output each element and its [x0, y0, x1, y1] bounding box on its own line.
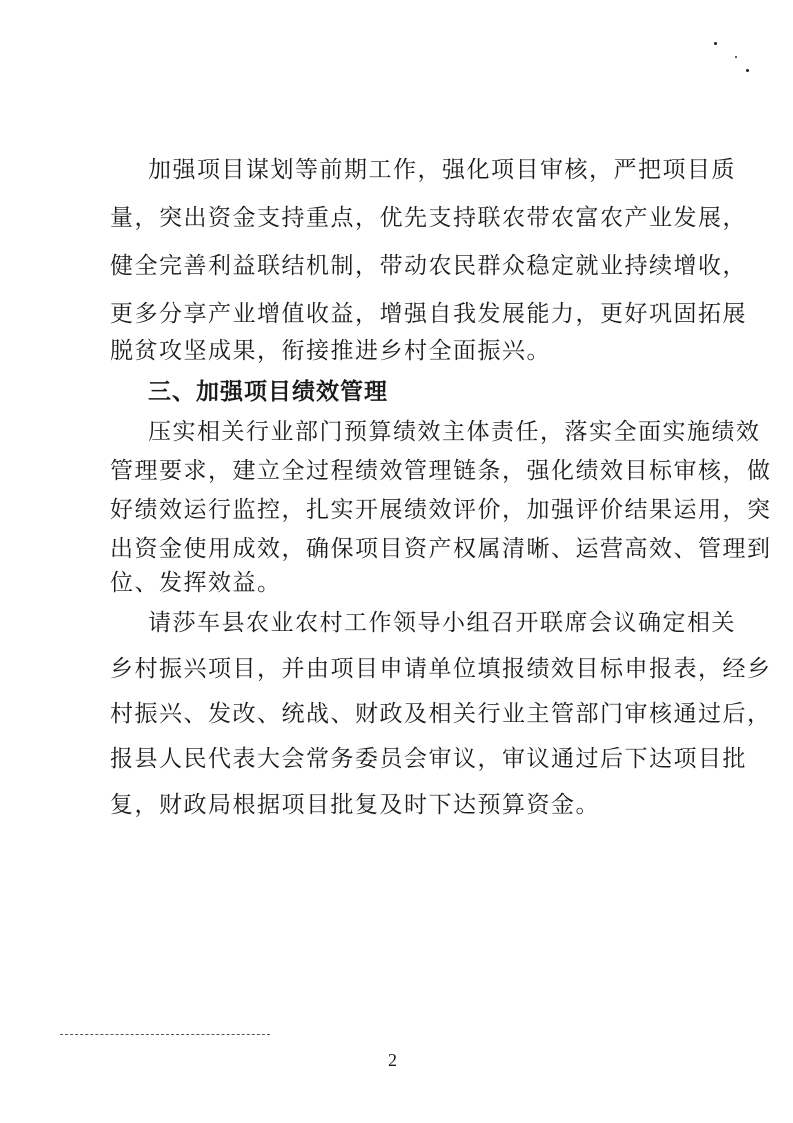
- text-line: 更多分享产业增值收益，增强自我发展能力，更好巩固拓展: [110, 301, 747, 327]
- page-number: 2: [388, 1050, 397, 1070]
- text-line: 好绩效运行监控，扎实开展绩效评价，加强评价结果运用，突: [110, 497, 772, 523]
- text-line: 脱贫攻坚成果，衔接推进乡村全面振兴。: [110, 338, 551, 364]
- scan-speck: [714, 42, 717, 45]
- scan-speck: [746, 69, 749, 72]
- text-line: 管理要求，建立全过程绩效管理链条，强化绩效目标审核，做: [110, 458, 772, 484]
- text-line: 位、发挥效益。: [110, 570, 282, 596]
- text-line: 加强项目谋划等前期工作，强化项目审核，严把项目质: [148, 157, 736, 183]
- text-line: 村振兴、发改、统战、财政及相关行业主管部门审核通过后，: [110, 701, 772, 727]
- text-line: 乡村振兴项目，并由项目申请单位填报绩效目标申报表，经乡: [110, 656, 772, 682]
- text-line: 报县人民代表大会常务委员会审议，审议通过后下达项目批: [110, 746, 747, 772]
- text-line: 健全完善利益联结机制，带动农民群众稳定就业持续增收，: [110, 253, 747, 279]
- text-line: 量，突出资金支持重点，优先支持联农带农富农产业发展，: [110, 205, 747, 231]
- footer-divider: [60, 1034, 270, 1035]
- section-heading: 三、加强项目绩效管理: [148, 379, 388, 405]
- text-line: 压实相关行业部门预算绩效主体责任，落实全面实施绩效: [148, 419, 761, 445]
- text-line: 请莎车县农业农村工作领导小组召开联席会议确定相关: [148, 610, 736, 636]
- text-line: 出资金使用成效，确保项目资产权属清晰、运营高效、管理到: [110, 536, 772, 562]
- scan-speck: [735, 56, 737, 58]
- text-line: 复，财政局根据项目批复及时下达预算资金。: [110, 792, 600, 818]
